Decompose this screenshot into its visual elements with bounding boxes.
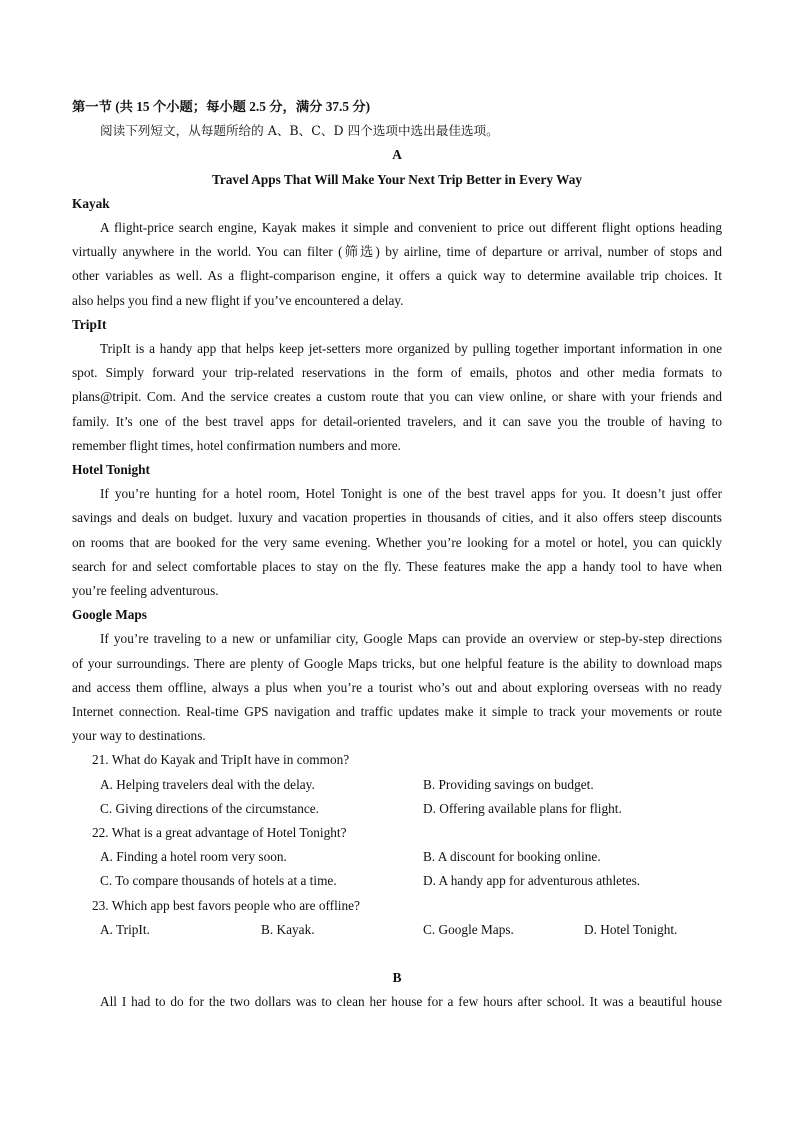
heading-kayak: Kayak	[72, 195, 110, 211]
option: A. Finding a hotel room very soon.	[100, 849, 287, 865]
tripit-line: family. It’s one of the best travel apps for detail-oriented travelers, and it can save you the trouble of having to	[72, 413, 722, 429]
option-row	[72, 845, 722, 869]
question-stem: 21. What do Kayak and TripIt have in common?	[92, 752, 350, 768]
option: B. Kayak.	[261, 921, 315, 937]
passage-a-title: Travel Apps That Will Make Your Next Trip Better in Every Way	[212, 171, 582, 187]
option: C. To compare thousands of hotels at a time.	[100, 873, 337, 889]
maps-line: your way to destinations.	[72, 728, 206, 744]
kayak-line: other variables as well. As a flight-comparison engine, it offers a quick way to determine available trip choices. It	[72, 268, 722, 284]
kayak-line: also helps you find a new flight if you’ve encountered a delay.	[72, 292, 404, 308]
heading-hotel-tonight: Hotel Tonight	[72, 462, 150, 478]
hotel-line: search for and select comfortable places to stay on the fly. These features make the app a handy tool to have when	[72, 558, 722, 574]
tripit-line: plans@tripit. Com. And the service creates a custom route that you can view online, or share with your friends and	[72, 389, 722, 405]
hotel-line: savings and deals on budget. luxury and vacation properties in thousands of cities, and it also offers steep discounts	[72, 510, 722, 526]
passage-b-line: All I had to do for the two dollars was to clean her house for a few hours after school. It was a beautiful house	[100, 994, 722, 1010]
maps-line: of your surroundings. There are plenty of Google Maps tricks, but one helpful feature is the ability to download maps	[72, 655, 722, 671]
kayak-line: A flight-price search engine, Kayak makes it simple and convenient to price out different flight options heading	[100, 220, 722, 235]
option: B. Providing savings on budget.	[423, 776, 594, 792]
maps-line: and access them offline, always a plus when you’re a tourist who’s out and about exploring overseas with no ready	[72, 679, 722, 695]
maps-line: Internet connection. Real-time GPS navigation and traffic updates make it simple to track your movements or route	[72, 704, 722, 720]
option-row	[72, 918, 722, 942]
passage-a-letter: A	[392, 147, 402, 163]
question-stem: 22. What is a great advantage of Hotel Tonight?	[92, 825, 347, 841]
option: A. TripIt.	[100, 921, 150, 937]
tripit-line: spot. Simply forward your trip-related reservations in the form of emails, photos and other media formats to	[72, 365, 722, 381]
maps-line: If you’re traveling to a new or unfamiliar city, Google Maps can provide an overview or step-by-step directions	[100, 631, 722, 647]
question-stem: 23. Which app best favors people who are offline?	[92, 897, 360, 913]
exam-page	[72, 95, 722, 1014]
heading-google-maps: Google Maps	[72, 607, 147, 623]
option-row	[72, 869, 722, 893]
instruction: 阅读下列短文，从每题所给的 A、B、C、D 四个选项中选出最佳选项。	[100, 123, 499, 139]
heading-tripit: TripIt	[72, 316, 107, 332]
option-row	[72, 797, 722, 821]
option: C. Google Maps.	[423, 921, 514, 937]
hotel-line: on rooms that are booked for the very same evening. Whether you’re looking for a motel or hotel, you can quickly	[72, 534, 722, 550]
option: D. Hotel Tonight.	[584, 921, 678, 937]
tripit-line: remember flight times, hotel confirmation numbers and more.	[72, 437, 402, 453]
option: C. Giving directions of the circumstance.	[100, 800, 319, 816]
option-row	[72, 773, 722, 797]
option: B. A discount for booking online.	[423, 849, 601, 865]
option: D. A handy app for adventurous athletes.	[423, 873, 641, 889]
hotel-line: you’re feeling adventurous.	[72, 583, 219, 599]
section-header: 第一节 (共 15 个小题；每小题 2.5 分，满分 37.5 分)	[72, 99, 371, 114]
option: D. Offering available plans for flight.	[423, 800, 622, 816]
option: A. Helping travelers deal with the delay.	[100, 776, 315, 792]
tripit-line: TripIt is a handy app that helps keep jet-setters more organized by pulling together important information in one	[100, 341, 722, 357]
passage-b-letter: B	[392, 970, 402, 986]
hotel-line: If you’re hunting for a hotel room, Hotel Tonight is one of the best travel apps for you. It doesn’t just offer	[100, 486, 722, 502]
kayak-line: virtually anywhere in the world. You can filter (筛选) by airline, time of departure or arrival, number of stops and	[72, 244, 722, 260]
